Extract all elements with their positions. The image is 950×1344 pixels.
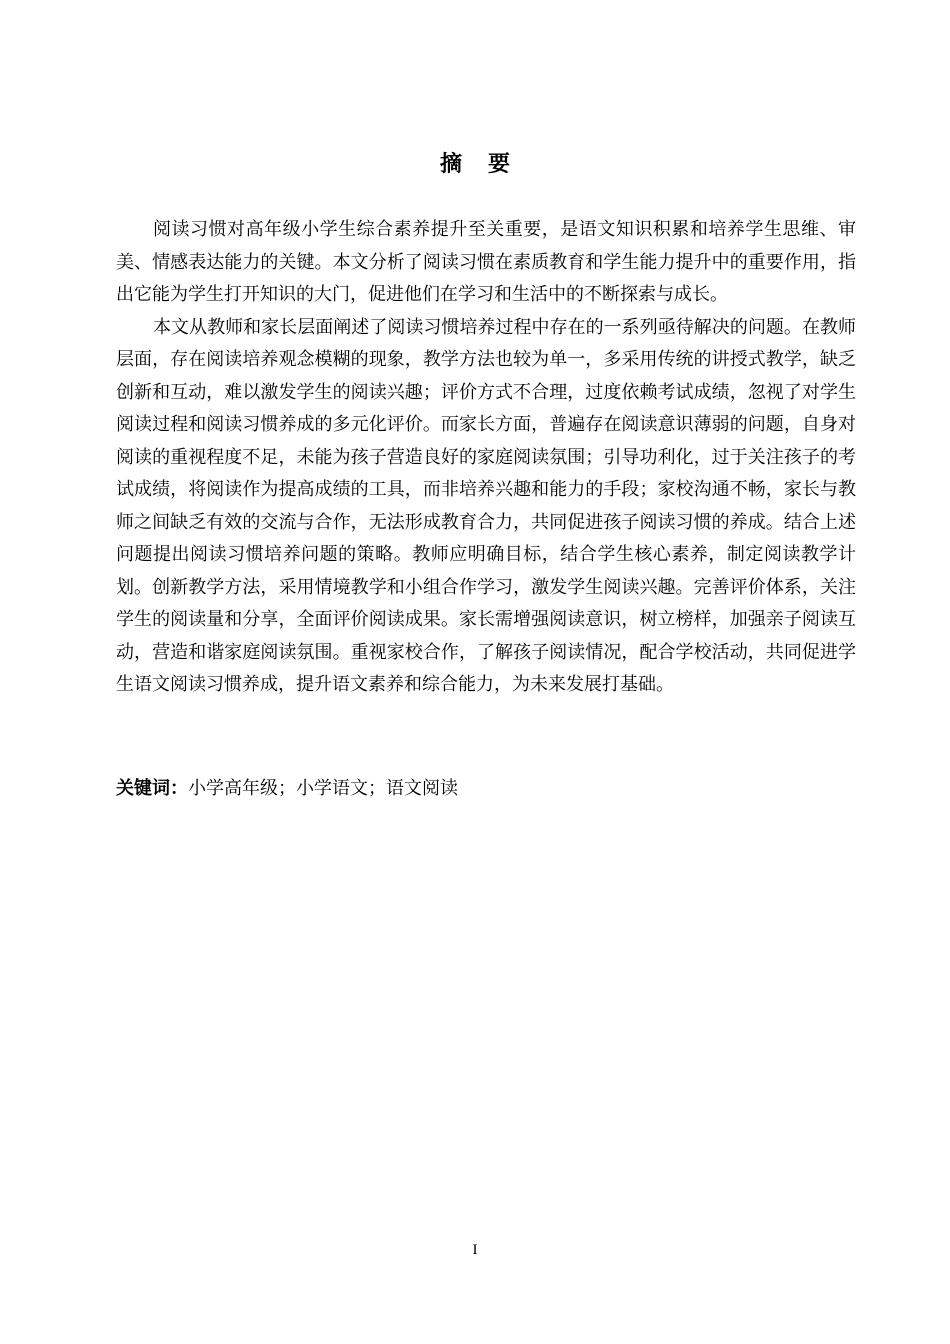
abstract-body (116, 214, 856, 702)
keywords-line (116, 774, 856, 804)
abstract-paragraph-1: 阅读习惯对高年级小学生综合素养提升至关重要，是语文知识积累和培养学生思维、审美、情感表达能力的关键。本文分析了阅读习惯在素质教育和学生能力提升中的重要作用，指出它能为学生打开知识的大门，促进他们在学习和生活中的不断探索与成长。 (116, 219, 856, 305)
page-number: I (472, 1242, 478, 1258)
keywords-value: 小学高年级；小学语文；语文阅读 (188, 778, 458, 799)
abstract-title: 摘要 (439, 152, 536, 177)
abstract-paragraph-2: 本文从教师和家长层面阐述了阅读习惯培养过程中存在的一系列亟待解决的问题。在教师层面，存在阅读培养观念模糊的现象，教学方法也较为单一，多采用传统的讲授式教学，缺乏创新和互动，难以激发学生的阅读兴趣；评价方式不合理，过度依赖考试成绩，忽视了对学生阅读过程和阅读习惯养成的多元化评价。而家长方面，普遍存在阅读意识薄弱的问题，自身对阅读的重视程度不足，未能为孩子营造良好的家庭阅读氛围；引导功利化，过于关注孩子的考试成绩，将阅读作为提高成绩的工具，而非培养兴趣和能力的手段；家校沟通不畅，家长与教师之间缺乏有效的交流与合作，无法形成教育合力，共同促进孩子阅读习惯的养成。结合上述问题提出阅读习惯培养问题的策略。教师应明确目标，结合学生核心素养，制定阅读教学计划。创新教学方法，采用情境教学和小组合作学习，激发学生阅读兴趣。完善评价体系，关注学生的阅读量和分享，全面评价阅读成果。家长需增强阅读意识，树立榜样，加强亲子阅读互动，营造和谐家庭阅读氛围。重视家校合作，了解孩子阅读情况，配合学校活动，共同促进学生语文阅读习惯养成，提升语文素养和综合能力，为未来发展打基础。 (116, 316, 856, 695)
keywords-label: 关键词： (116, 778, 188, 799)
